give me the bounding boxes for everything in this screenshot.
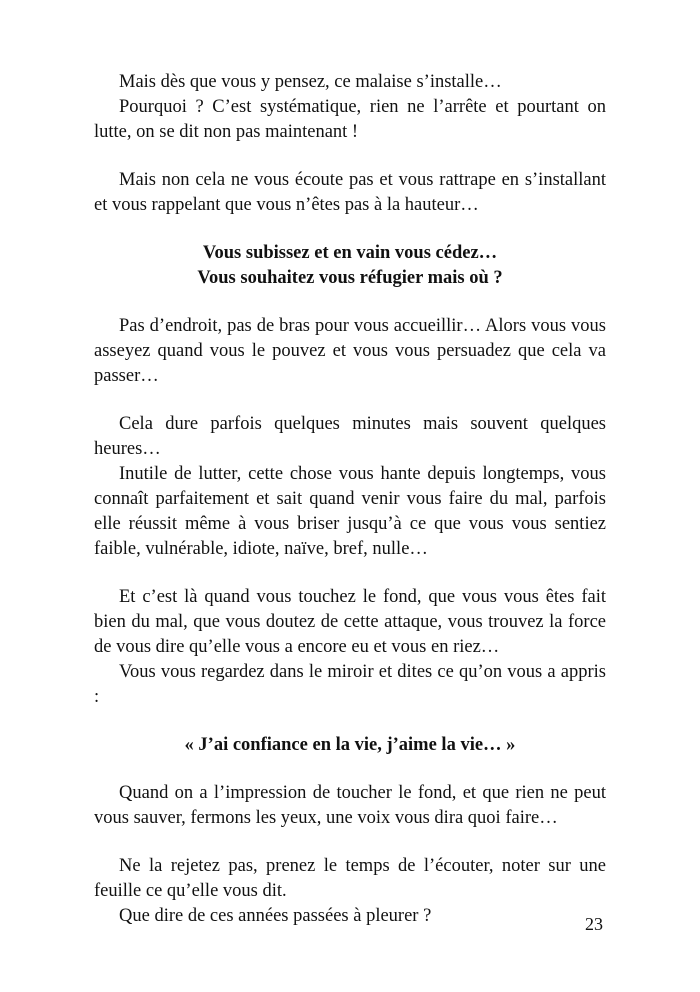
paragraph-9: Quand on a l’impression de toucher le fond, et que rien ne peut vous sauver, fermons les yeux, une voix vous dira quoi faire…: [94, 783, 606, 828]
paragraph-7: Et c’est là quand vous touchez le fond, que vous vous êtes fait bien du mal, que vous doutez de cette attaque, vous trouvez la force de vous dire qu’elle vous a encore eu et vous en riez…: [94, 587, 606, 657]
paragraph-gap: [94, 389, 606, 412]
bold-line-1: Vous subissez et en vain vous cédez…: [202, 243, 498, 263]
paragraph-6: Inutile de lutter, cette chose vous hante depuis longtemps, vous connaît parfaitement et sait quand venir vous faire du mal, parfois elle réussit même à vous briser jusqu’à ce que vous vous sentiez faible, vulnérable, idiote, naïve, bref, nulle…: [94, 464, 606, 559]
bold-line-2: Vous souhaitez vous réfugier mais où ?: [197, 268, 503, 288]
paragraph-3: Mais non cela ne vous écoute pas et vous rattrape en s’installant et vous rappelant que vous n’êtes pas à la hauteur…: [94, 170, 606, 215]
bold-quote: « J’ai confiance en la vie, j’aime la vie… »: [184, 735, 516, 755]
paragraph-gap: [94, 218, 606, 241]
paragraph-11: Que dire de ces années passées à pleurer ?: [119, 906, 432, 926]
paragraph-gap: [94, 831, 606, 854]
paragraph-1: Mais dès que vous y pensez, ce malaise s’installe…: [119, 72, 502, 92]
page-body: [94, 70, 606, 929]
paragraph-10: Ne la rejetez pas, prenez le temps de l’écouter, noter sur une feuille ce qu’elle vous dit.: [94, 856, 606, 901]
paragraph-8: Vous vous regardez dans le miroir et dites ce qu’on vous a appris :: [94, 662, 606, 707]
paragraph-5: Cela dure parfois quelques minutes mais souvent quelques heures…: [94, 414, 606, 459]
paragraph-4: Pas d’endroit, pas de bras pour vous accueillir… Alors vous vous asseyez quand vous le pouvez et vous vous persuadez que cela va passer…: [94, 316, 606, 386]
paragraph-gap: [94, 562, 606, 585]
paragraph-gap: [94, 710, 606, 733]
paragraph-gap: [94, 291, 606, 314]
paragraph-gap: [94, 758, 606, 781]
paragraph-gap: [94, 145, 606, 168]
page-number: 23: [585, 914, 603, 934]
paragraph-2: Pourquoi ? C’est systématique, rien ne l’arrête et pourtant on lutte, on se dit non pas maintenant !: [94, 97, 606, 142]
